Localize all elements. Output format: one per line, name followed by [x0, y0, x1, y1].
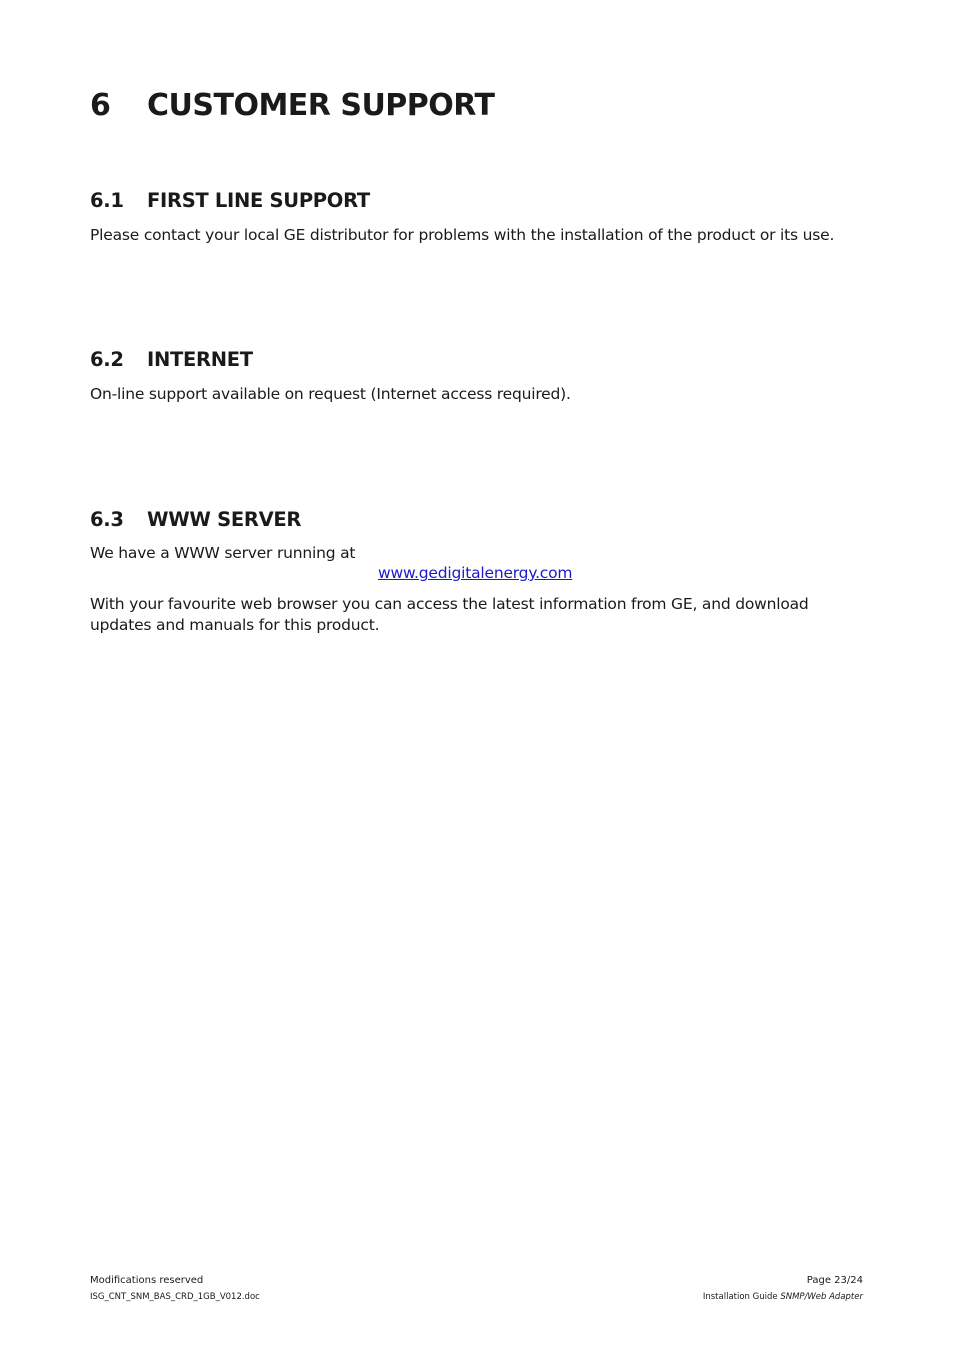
section-text-www-server: We have a WWW server running at — [90, 544, 356, 562]
section-number: 6.1 — [90, 189, 124, 212]
section-title: FIRST LINE SUPPORT — [147, 189, 370, 212]
chapter-title: CUSTOMER SUPPORT — [147, 88, 495, 123]
section-heading-internet — [90, 348, 253, 371]
footer-left — [90, 1273, 260, 1305]
footer-modifications: Modifications reserved — [90, 1275, 204, 1286]
section-title: WWW SERVER — [147, 508, 302, 531]
footer-guide-title — [703, 1289, 863, 1305]
section-heading-first-line-support — [90, 189, 370, 212]
footer-product-name: SNMP/Web Adapter — [780, 1292, 863, 1302]
chapter-number: 6 — [90, 88, 111, 123]
section-number: 6.3 — [90, 508, 124, 531]
website-link[interactable]: www.gedigitalenergy.com — [378, 564, 573, 582]
section-text-first-line-support: Please contact your local GE distributor for problems with the installation of the product or its use. — [90, 226, 835, 244]
chapter-heading — [90, 88, 495, 123]
footer-page-number: Page 23/24 — [806, 1275, 863, 1286]
section-text-www-server-details: With your favourite web browser you can access the latest information from GE, and download updates and manuals for this product. — [90, 595, 809, 634]
section-title: INTERNET — [147, 348, 253, 371]
section-number: 6.2 — [90, 348, 124, 371]
section-heading-www-server — [90, 508, 301, 531]
section-text-internet: On-line support available on request (Internet access required). — [90, 385, 571, 403]
footer-right — [703, 1273, 863, 1305]
footer-filename: ISG_CNT_SNM_BAS_CRD_1GB_V012.doc — [90, 1292, 260, 1302]
footer-guide-prefix: Installation Guide — [702, 1292, 781, 1302]
